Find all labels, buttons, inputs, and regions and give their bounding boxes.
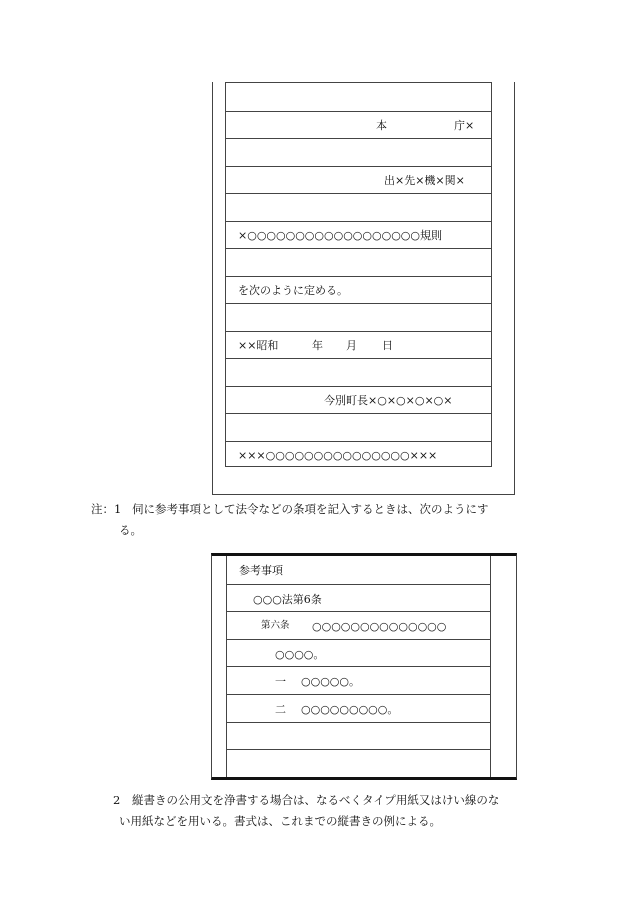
reference-table bbox=[226, 556, 491, 777]
item2-number: 二 bbox=[275, 703, 286, 716]
table-row bbox=[226, 413, 491, 441]
signer-text: 今別町長×○×○×○×○× bbox=[324, 393, 453, 407]
table-row bbox=[227, 611, 490, 639]
table-row bbox=[227, 666, 490, 694]
table-row bbox=[226, 166, 491, 194]
bottom-row-text: ×××○○○○○○○○○○○○○○○××× bbox=[238, 448, 438, 462]
date-day-text: 日 bbox=[382, 338, 393, 352]
table-row bbox=[226, 386, 491, 414]
rule-text: ×○○○○○○○○○○○○○○○○○○規則 bbox=[238, 228, 442, 242]
table-row bbox=[226, 83, 491, 111]
article-text: ○○○○○○○○○○○○○○ bbox=[312, 620, 447, 634]
table-row bbox=[226, 193, 491, 221]
honcho-text: 本 bbox=[376, 118, 387, 132]
article-label: 第六条 bbox=[261, 620, 290, 632]
table-row bbox=[226, 248, 491, 276]
table-row bbox=[226, 138, 491, 166]
note1-label: 注：1 bbox=[91, 502, 122, 516]
note2-line1: 縦書きの公用文を浄書する場合は、なるべくタイプ用紙又はけい線のな bbox=[132, 793, 500, 807]
date-month-text: 月 bbox=[346, 338, 357, 352]
date-era-text: ××昭和 bbox=[238, 338, 279, 352]
clause-text: ○○○○。 bbox=[275, 647, 325, 661]
table-row bbox=[226, 358, 491, 386]
item1-text: ○○○○○。 bbox=[301, 675, 360, 689]
form-inner-table bbox=[225, 82, 492, 467]
reference-heading: 参考事項 bbox=[239, 564, 283, 577]
item1-number: 一 bbox=[275, 675, 286, 689]
table-row bbox=[227, 694, 490, 722]
note1-line2: る。 bbox=[119, 523, 142, 537]
law-text: ○○○法第6条 bbox=[253, 592, 322, 606]
chou-text: 庁× bbox=[454, 118, 475, 132]
table-row bbox=[226, 441, 491, 469]
table-row bbox=[226, 111, 491, 139]
table-row bbox=[226, 331, 491, 359]
table-row bbox=[227, 722, 490, 750]
item2-text: ○○○○○○○○○。 bbox=[301, 703, 399, 716]
table-row bbox=[227, 639, 490, 667]
table-row bbox=[227, 749, 490, 777]
table-row bbox=[227, 584, 490, 612]
table-row bbox=[226, 303, 491, 331]
table-row bbox=[227, 556, 490, 584]
note1-line1: 伺に参考事項として法令などの条項を記入するときは、次のようにす bbox=[132, 502, 489, 516]
date-year-text: 年 bbox=[312, 338, 323, 352]
sadameru-text: を次のように定める。 bbox=[238, 283, 348, 297]
note2-label: 2 bbox=[113, 793, 121, 807]
table-row bbox=[226, 221, 491, 249]
table-row bbox=[226, 276, 491, 304]
office-text: 出×先×機×関× bbox=[384, 173, 465, 187]
note2-line2: い用紙などを用いる。書式は、これまでの縦書きの例による。 bbox=[119, 814, 441, 828]
